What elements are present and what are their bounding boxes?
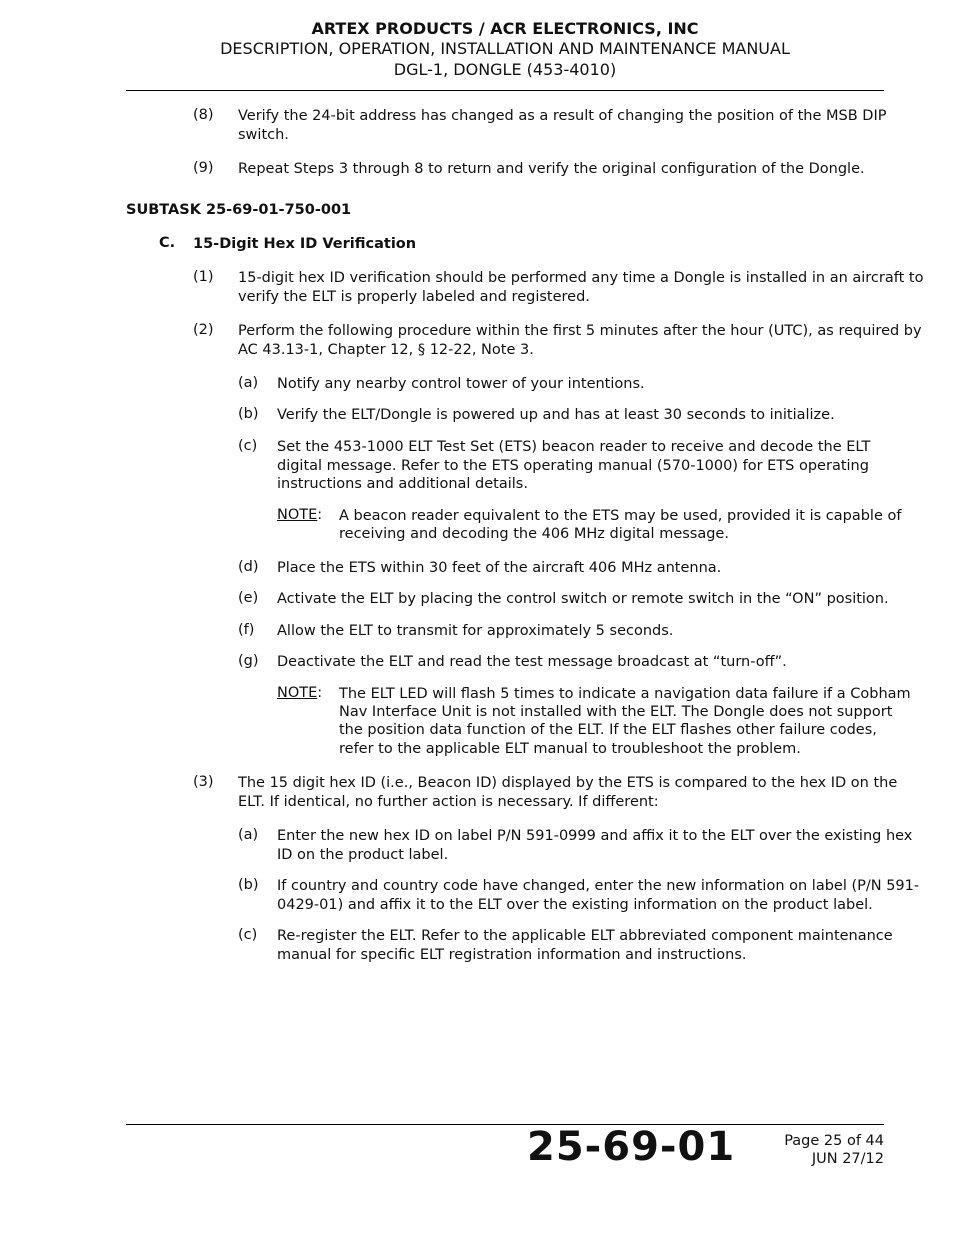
step-number: (1) [193,269,214,285]
substep-text: Allow the ELT to transmit for approximately 5 seconds. [277,623,674,639]
substep-text: ID on the product label. [277,847,449,863]
substep-letter: (b) [238,406,259,422]
note-text: the position data function of the ELT. If the ELT flashes other failure codes, [339,722,877,738]
substep-letter: (g) [238,653,259,669]
note-word: NOTE [277,507,318,523]
substep-text: 0429-01) and affix it to the ELT over the existing information on the product label. [277,897,873,913]
substep-letter: (c) [238,927,258,943]
substep-letter: (a) [238,375,259,391]
substep-text: Notify any nearby control tower of your intentions. [277,376,645,392]
header-rule [126,90,884,91]
revision-date: JUN 27/12 [811,1151,884,1167]
step-text: verify the ELT is properly labeled and registered. [238,289,590,305]
substep-text: instructions and additional details. [277,476,528,492]
substep-text: Verify the ELT/Dongle is powered up and has at least 30 seconds to initialize. [277,407,835,423]
note-colon: : [317,685,323,701]
substep-text: Deactivate the ELT and read the test message broadcast at “turn-off”. [277,654,787,670]
note-label [277,685,322,701]
document-number: 25-69-01 [527,1124,736,1170]
note-text: The ELT LED will flash 5 times to indicate a navigation data failure if a Cobham [339,686,911,702]
note-colon: : [317,507,323,523]
substep-text: digital message. Refer to the ETS operating manual (570-1000) for ETS operating [277,458,869,474]
header-company: ARTEX PRODUCTS / ACR ELECTRONICS, INC [311,19,699,38]
note-label [277,507,322,523]
step-text: The 15 digit hex ID (i.e., Beacon ID) displayed by the ETS is compared to the hex ID on the [238,775,898,791]
header-manual-title: DESCRIPTION, OPERATION, INSTALLATION AND MAINTENANCE MANUAL [220,39,790,58]
substep-text: manual for specific ELT registration information and instructions. [277,947,747,963]
note-word: NOTE [277,685,318,701]
step-text: Verify the 24-bit address has changed as a result of changing the position of the MSB DIP [238,108,887,124]
note-text: A beacon reader equivalent to the ETS may be used, provided it is capable of [339,508,902,524]
note-text: Nav Interface Unit is not installed with the ELT. The Dongle does not support [339,704,893,720]
footer-rule [126,1124,884,1125]
note-text: receiving and decoding the 406 MHz digital message. [339,526,729,542]
substep-text: Re-register the ELT. Refer to the applicable ELT abbreviated component maintenance [277,928,893,944]
substep-letter: (e) [238,590,259,606]
substep-letter: (f) [238,622,255,638]
substep-text: Place the ETS within 30 feet of the aircraft 406 MHz antenna. [277,560,722,576]
subtask-heading: SUBTASK 25-69-01-750-001 [126,202,352,218]
step-number: (8) [193,107,214,123]
note-text: refer to the applicable ELT manual to troubleshoot the problem. [339,741,801,757]
substep-letter: (d) [238,559,259,575]
page-number: Page 25 of 44 [784,1133,884,1149]
step-text: switch. [238,127,289,143]
step-text: 15-digit hex ID verification should be performed any time a Dongle is installed in an aircraft to [238,270,924,286]
substep-letter: (a) [238,827,259,843]
step-number: (2) [193,322,214,338]
step-text: ELT. If identical, no further action is necessary. If different: [238,794,659,810]
substep-text: Enter the new hex ID on label P/N 591-0999 and affix it to the ELT over the existing hex [277,828,913,844]
substep-letter: (b) [238,877,259,893]
step-number: (3) [193,774,214,790]
section-letter: C. [159,235,176,251]
step-number: (9) [193,160,214,176]
section-title: 15-Digit Hex ID Verification [193,236,417,252]
step-text: Repeat Steps 3 through 8 to return and verify the original configuration of the Dongle. [238,161,865,177]
step-text: Perform the following procedure within the first 5 minutes after the hour (UTC), as required by [238,323,922,339]
header-product: DGL-1, DONGLE (453-4010) [393,60,617,79]
substep-letter: (c) [238,438,258,454]
step-text: AC 43.13-1, Chapter 12, § 12-22, Note 3. [238,342,534,358]
substep-text: If country and country code have changed, enter the new information on label (P/N 591- [277,878,920,894]
substep-text: Activate the ELT by placing the control switch or remote switch in the “ON” position. [277,591,889,607]
substep-text: Set the 453-1000 ELT Test Set (ETS) beacon reader to receive and decode the ELT [277,439,871,455]
